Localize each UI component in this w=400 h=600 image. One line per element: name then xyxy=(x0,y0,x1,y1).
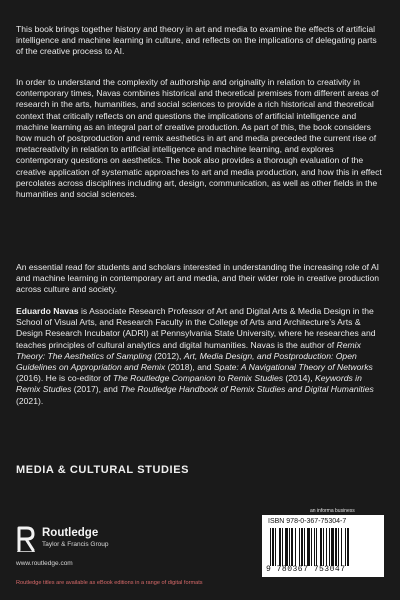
barcode-bar xyxy=(320,528,322,566)
isbn-label: ISBN 978-0-367-75304-7 xyxy=(268,518,347,525)
barcode-bar xyxy=(289,528,290,566)
barcode-bar xyxy=(285,528,288,566)
barcode-bar xyxy=(282,528,283,566)
book-title: Art, Media Design, and Postproduction: Open Guidelines on Appropriation and Remix xyxy=(16,350,357,373)
ebook-footnote: Routledge titles are available as eBook editions in a range of digital formats xyxy=(16,580,203,586)
barcode-bar xyxy=(301,528,303,566)
barcode-bar xyxy=(326,528,327,566)
book-title: Remix Theory: The Aesthetics of Sampling xyxy=(16,339,361,361)
informa-tagline: an informa business xyxy=(310,508,355,514)
barcode-bars xyxy=(270,528,376,566)
barcode-bar xyxy=(311,528,312,566)
routledge-r-logo-icon xyxy=(16,526,36,552)
bio-text: (2018), and xyxy=(165,362,214,373)
barcode-bar xyxy=(345,528,346,566)
author-bio xyxy=(16,306,386,407)
book-title: The Routledge Companion to Remix Studies xyxy=(112,373,284,384)
barcode-bar xyxy=(329,528,330,566)
publisher-name: Routledge xyxy=(42,527,99,539)
publisher-subtitle: Taylor & Francis Group xyxy=(42,541,109,548)
book-title: The Routledge Handbook of Remix Studies and Digital Humanities xyxy=(120,384,374,395)
book-title: Keywords in Remix Studies xyxy=(16,373,362,395)
subject-category: MEDIA & CULTURAL STUDIES xyxy=(16,464,190,476)
blurb-paragraph-3: An essential read for students and scholars interested in understanding the increasing role of AI and machine learning in contemporary art and media, and their wider role in creative production across culture and society. xyxy=(16,262,380,295)
barcode-bar xyxy=(270,528,271,566)
barcode-bar xyxy=(272,528,274,566)
bio-text: (2012), xyxy=(151,350,184,361)
bio-text: is Associate Research Professor of Art and Digital Arts & Media Design in the School of Visual Arts, and Research Faculty in the College of Arts and Architecture’s Arts & Design Research Incubator (ADRI) at Pennsylvania State University, where he researches and teaches principles of cultural analytics and digital humanities. Navas is the author of xyxy=(16,306,376,350)
bio-text: (2017), and xyxy=(71,384,121,395)
barcode-bar xyxy=(335,528,337,566)
blurb-paragraph-2: In order to understand the complexity of authorship and originality in relation to creativity in contemporary times, Navas combines historical and theoretical premises from different areas of research in the arts, humanities, and social sciences to provide a rich historical and theoretical context that critically reflects on and questions the implications of artificial intelligence and machine learning as an integral part of creative production. As part of this, the book considers how much of postproduction and remix aesthetics in art and media preceded the current rise of metacreativity in relation to artificial intelligence and machine learning, and explores contemporary questions on aesthetics. The book also provides a thorough evaluation of the creative application of systematic approaches to art and media production, and how this in effect percolates across disciplines including art, design, communication, as well as other fields in the humanities and social sciences. xyxy=(16,77,382,200)
book-title: Spate: A Navigational Theory of Networks xyxy=(213,362,373,373)
barcode-bar xyxy=(291,528,293,566)
barcode-bar xyxy=(347,528,349,566)
barcode-bar xyxy=(341,528,342,566)
barcode-bar xyxy=(323,528,324,566)
isbn-barcode xyxy=(262,515,384,577)
barcode-bar xyxy=(314,528,315,566)
blurb-paragraph-1: This book brings together history and theory in art and media to examine the effects of artificial intelligence and machine learning in culture, and reflects on the implications of delegating parts of the creative process to AI. xyxy=(16,24,377,57)
barcode-bar xyxy=(295,528,296,566)
author-name: Eduardo Navas xyxy=(16,306,79,316)
barcode-bar xyxy=(338,528,339,566)
bio-text: (2016). He is co-editor of xyxy=(16,373,113,384)
barcode-bar xyxy=(331,528,334,566)
bio-text: (2014), xyxy=(283,373,316,384)
publisher-url: www.routledge.com xyxy=(16,560,73,567)
barcode-bar xyxy=(279,528,281,566)
barcode-bar xyxy=(316,528,317,566)
barcode-bar xyxy=(275,528,276,566)
ean-digits: 9 780367 753047 xyxy=(266,565,346,574)
barcode-bar xyxy=(299,528,300,566)
barcode-bar xyxy=(304,528,305,566)
bio-text: (2021). xyxy=(16,395,44,406)
barcode-bar xyxy=(307,528,310,566)
